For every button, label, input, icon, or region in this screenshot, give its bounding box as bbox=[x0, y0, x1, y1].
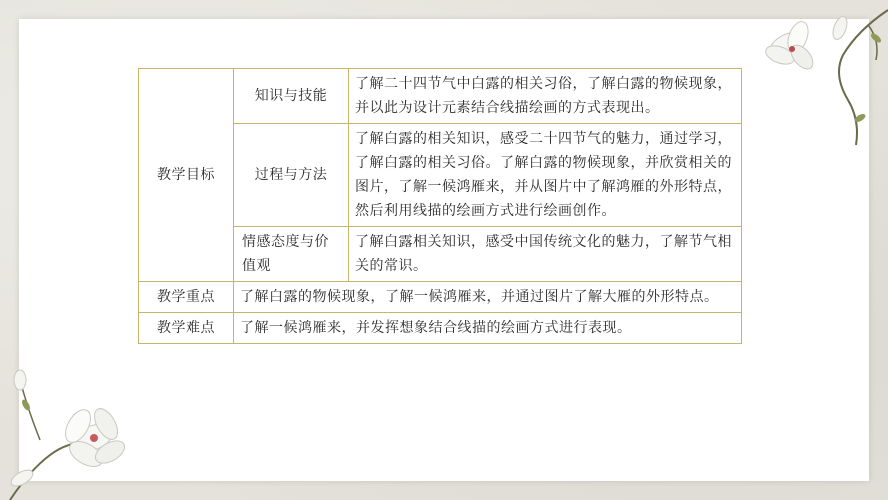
row-sub-label: 知识与技能 bbox=[234, 69, 349, 124]
row-text: 了解白露相关知识，感受中国传统文化的魅力，了解节气相关的常识。 bbox=[349, 227, 742, 282]
row-text: 了解二十四节气中白露的相关习俗，了解白露的物候现象，并以此为设计元素结合线描绘画的方式表现出。 bbox=[349, 69, 742, 124]
row-text: 了解白露的相关知识，感受二十四节气的魅力，通过学习，了解白露的相关习俗。了解白露的物候现象，并欣赏相关的图片，了解一候鸿雁来，并从图片中了解鸿雁的外形特点，然后利用线描的绘画方式进行绘画创作。 bbox=[349, 124, 742, 227]
row-sub-label: 情感态度与价值观 bbox=[234, 227, 349, 282]
difficulty-text: 了解一候鸿雁来，并发挥想象结合线描的绘画方式进行表现。 bbox=[234, 313, 742, 344]
focus-text: 了解白露的物候现象，了解一候鸿雁来，并通过图片了解大雁的外形特点。 bbox=[234, 282, 742, 313]
goal-label-cell: 教学目标 bbox=[139, 69, 234, 282]
lesson-plan-table bbox=[138, 68, 742, 344]
table-row bbox=[139, 69, 742, 124]
magnolia-branch-bottom-left-icon bbox=[0, 360, 150, 500]
table-row bbox=[139, 313, 742, 344]
difficulty-label-cell: 教学难点 bbox=[139, 313, 234, 344]
magnolia-branch-top-right-icon bbox=[748, 0, 888, 150]
focus-label-cell: 教学重点 bbox=[139, 282, 234, 313]
table-row bbox=[139, 282, 742, 313]
row-sub-label: 过程与方法 bbox=[234, 124, 349, 227]
